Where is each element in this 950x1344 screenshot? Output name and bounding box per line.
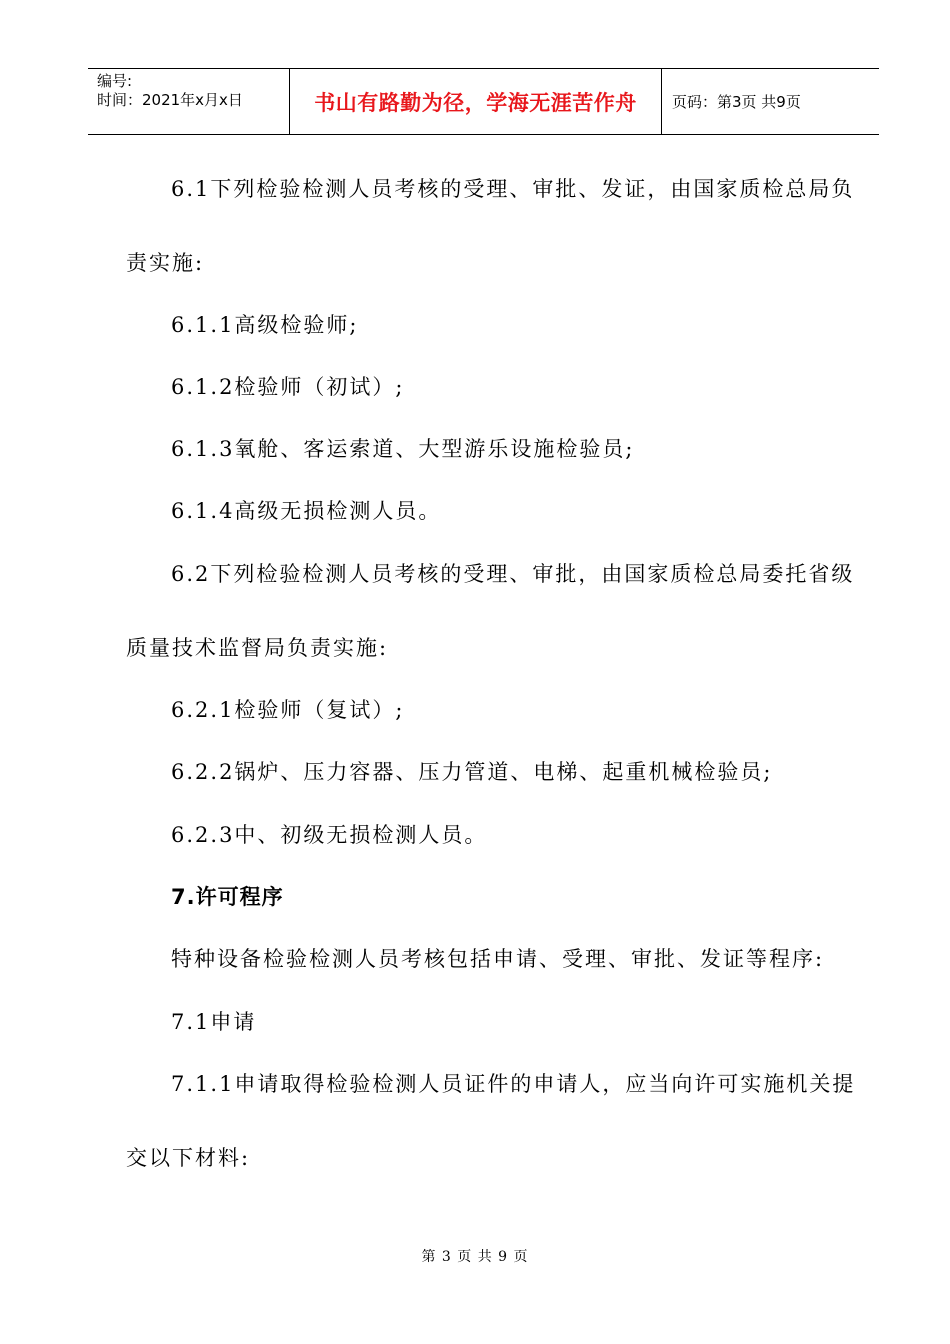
paragraph-7-1-1-line2: 交以下材料: bbox=[126, 1146, 251, 1170]
paragraph-6-1-4: 6.1.4高级无损检测人员。 bbox=[171, 499, 442, 523]
paragraph-6-2-line2: 质量技术监督局负责实施: bbox=[126, 636, 389, 660]
paragraph-6-2-2: 6.2.2锅炉、压力容器、压力管道、电梯、起重机械检验员; bbox=[171, 760, 773, 784]
header-motto: 书山有路勤为径，学海无涯苦作舟 bbox=[290, 69, 662, 134]
page-footer: 第 3 页 共 9 页 bbox=[421, 1249, 529, 1265]
paragraph-6-2-line1: 6.2下列检验检测人员考核的受理、审批，由国家质检总局委托省级 bbox=[171, 562, 855, 586]
paragraph-6-2-1: 6.2.1检验师（复试）; bbox=[171, 698, 405, 722]
header-number-label: 编号: bbox=[97, 72, 133, 90]
paragraph-6-1-2: 6.1.2检验师（初试）; bbox=[171, 375, 405, 399]
paragraph-6-1-3: 6.1.3氧舱、客运索道、大型游乐设施检验员; bbox=[171, 437, 635, 461]
section-heading-7: 7.许可程序 bbox=[171, 885, 284, 909]
paragraph-6-1-line1: 6.1下列检验检测人员考核的受理、审批、发证，由国家质检总局负 bbox=[171, 177, 855, 201]
paragraph-7-1-1-line1: 7.1.1申请取得检验检测人员证件的申请人，应当向许可实施机关提 bbox=[171, 1072, 856, 1096]
paragraph-6-1-line2: 责实施: bbox=[126, 251, 205, 275]
paragraph-7-1: 7.1申请 bbox=[171, 1010, 257, 1034]
header-page-info: 页码：第3页 共9页 bbox=[672, 93, 801, 111]
paragraph-7-intro: 特种设备检验检测人员考核包括申请、受理、审批、发证等程序: bbox=[171, 947, 825, 971]
header-meta-cell bbox=[88, 69, 290, 134]
page-header bbox=[88, 68, 879, 135]
paragraph-6-2-3: 6.2.3中、初级无损检测人员。 bbox=[171, 823, 488, 847]
paragraph-6-1-1: 6.1.1高级检验师; bbox=[171, 313, 359, 337]
header-time-label: 时间：2021年x月x日 bbox=[97, 91, 243, 109]
